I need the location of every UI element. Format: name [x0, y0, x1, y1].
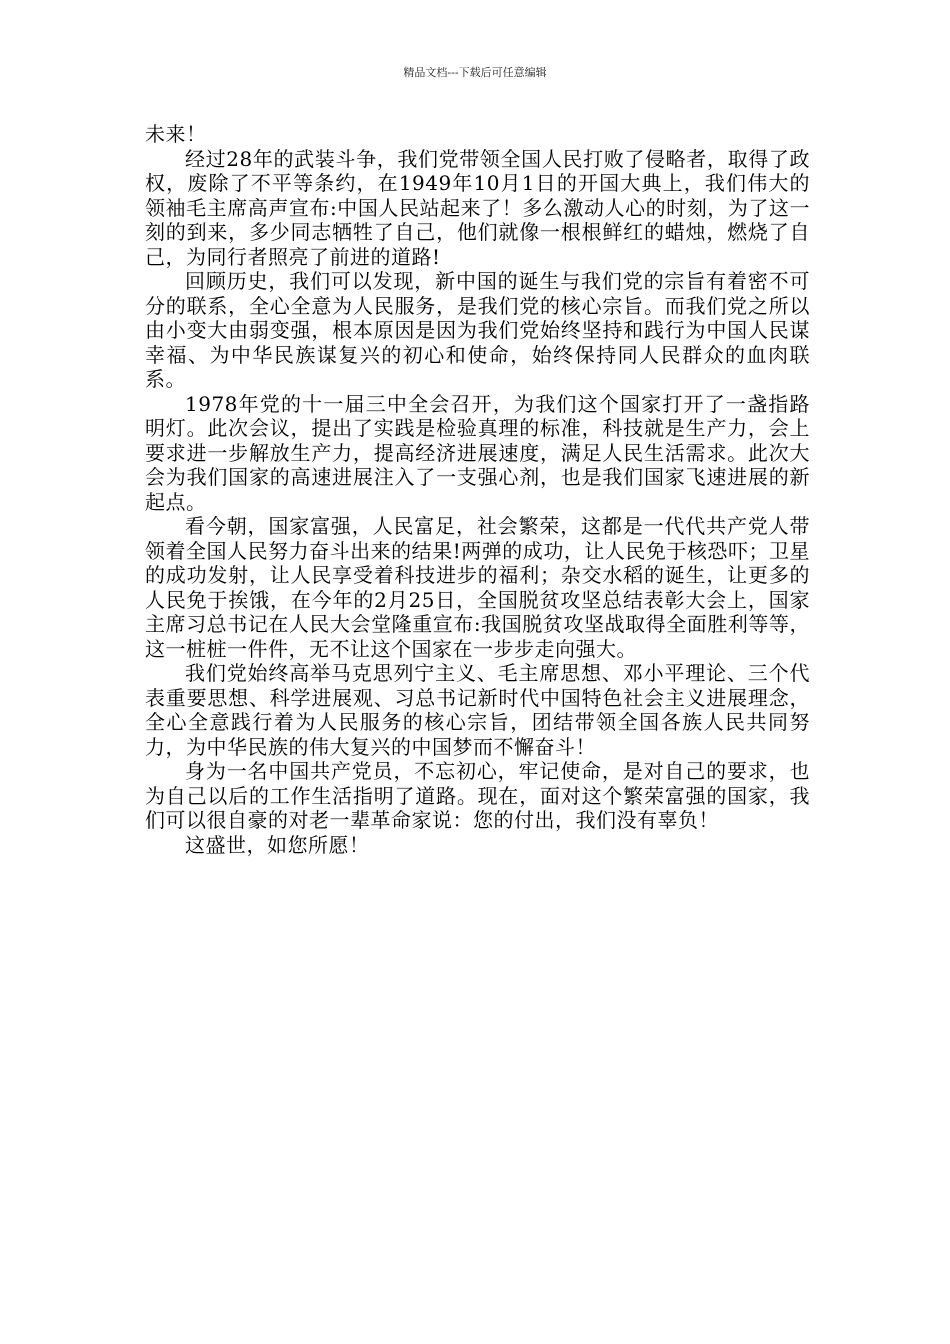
paragraph-1978-plenum: 1978年党的十一届三中全会召开，为我们这个国家打开了一盏指路明灯。此次会议，提出了实践是检验真理的标准，科技就是生产力，会上要求进一步解放生产力，提高经济进展速度，满足人民生活需求。此次大会为我们国家的高速进展注入了一支强心剂，也是我们国家飞速进展的新起点。	[145, 391, 810, 514]
paragraph-history-review: 回顾历史，我们可以发现，新中国的诞生与我们党的宗旨有着密不可分的联系，全心全意为人民服务，是我们党的核心宗旨。而我们党之所以由小变大由弱变强，根本原因是因为我们党始终坚持和践行为中国人民谋幸福、为中华民族谋复兴的初心和使命，始终保持同人民群众的血肉联系。	[145, 269, 810, 391]
paragraph-closing: 这盛世，如您所愿！	[185, 832, 370, 857]
paragraph-armed-struggle: 经过28年的武装斗争，我们党带领全国人民打败了侵略者，取得了政权，废除了不平等条约，在1949年10月1日的开国大典上，我们伟大的领袖毛主席高声宣布:中国人民站起来了！多么激动人心的时刻，为了这一刻的到来，多少同志牺牲了自己，他们就像一根根鲜红的蜡烛，燃烧了自己，为同行者照亮了前进的道路!	[145, 146, 810, 269]
paragraph-today: 看今朝，国家富强，人民富足，社会繁荣，这都是一代代共产党人带领着全国人民努力奋斗出来的结果!两弹的成功，让人民免于核恐吓；卫星的成功发射，让人民享受着科技进步的福利；杂交水稻的诞生，让更多的人民免于挨饿，在今年的2月25日，全国脱贫攻坚总结表彰大会上，国家主席习总书记在人民大会堂隆重宣布:我国脱贫攻坚战取得全面胜利等等，这一桩桩一件件，无不让这个国家在一步步走向强大。	[145, 514, 810, 661]
paragraph-continuation: 未来！	[145, 122, 207, 146]
document-body	[145, 122, 810, 857]
paragraph-party-member: 身为一名中国共产党员，不忘初心，牢记使命，是对自己的要求，也为自己以后的工作生活指明了道路。现在，面对这个繁荣富强的国家，我们可以很自豪的对老一辈革命家说：您的付出，我们没有辜负！	[145, 759, 810, 832]
page-header: 精品文档---下载后可任意编辑	[403, 66, 547, 79]
paragraph-party-theory: 我们党始终高举马克思列宁主义、毛主席思想、邓小平理论、三个代表重要思想、科学进展观、习总书记新时代中国特色社会主义进展理念，全心全意践行着为人民服务的核心宗旨，团结带领全国各族人民共同努力，为中华民族的伟大复兴的中国梦而不懈奋斗！	[145, 661, 810, 759]
